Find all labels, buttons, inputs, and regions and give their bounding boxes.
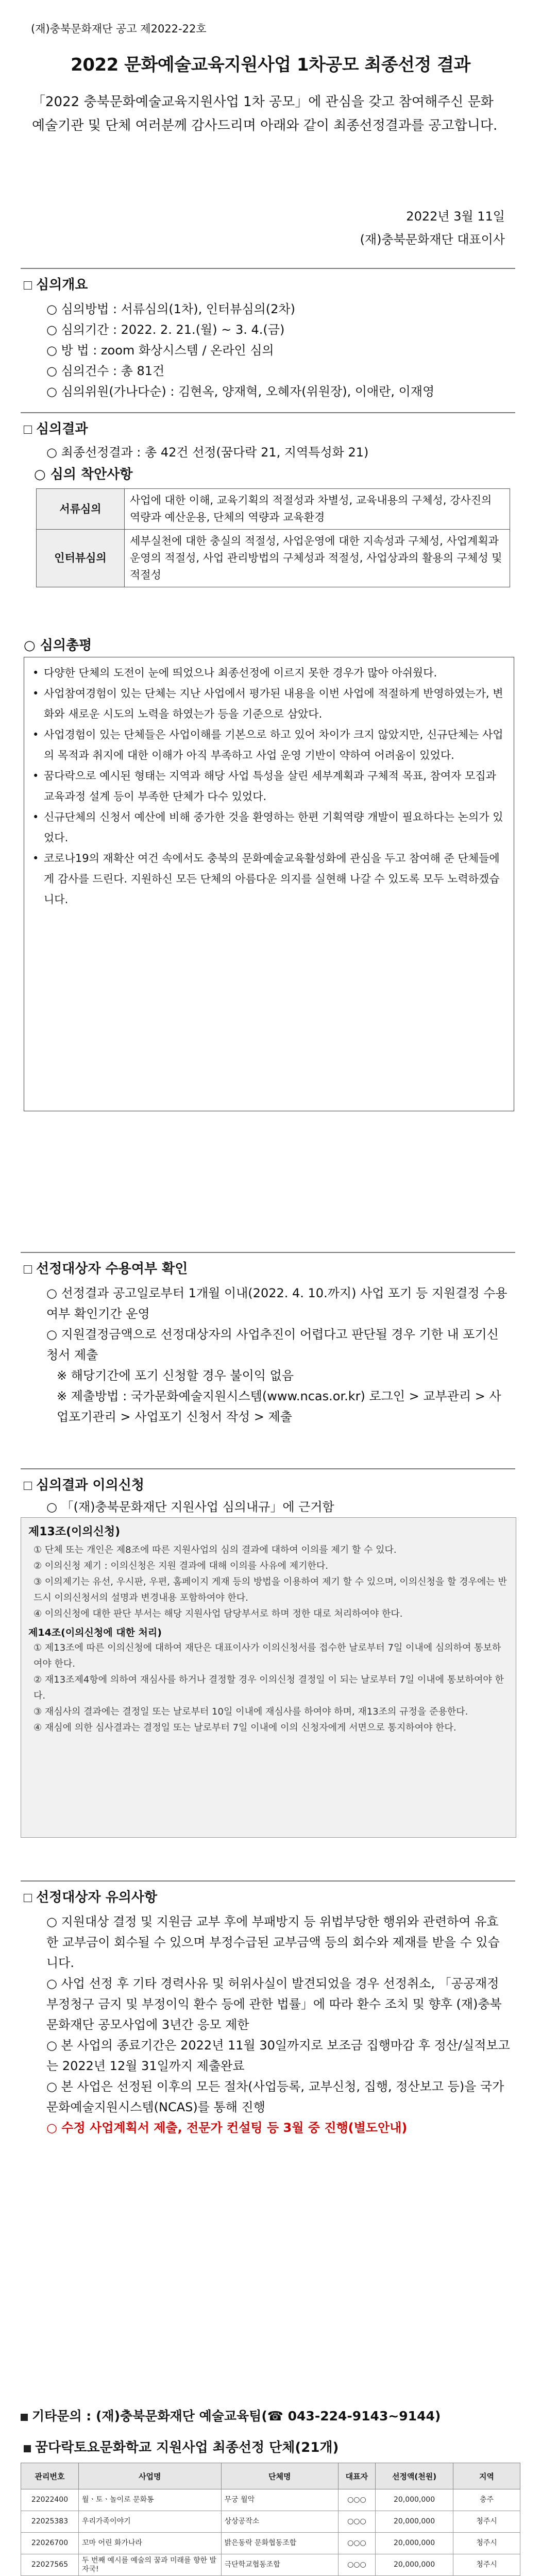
review-item: • 꿈다락으로 예시된 형태는 지역과 해당 사업 특성을 살린 세부계획과 구체적 목표, 참여자 모집과 교육과정 설계 등이 부족한 단체가 다수 있었다. bbox=[24, 766, 514, 807]
rule-line: ④ 재심에 의한 심사결과는 결정일 또는 날로부터 7일 이내에 이의 신청자에게 서면으로 통지하여야 한다. bbox=[33, 1722, 457, 1733]
notice-date: 2022년 3월 11일 bbox=[406, 209, 505, 224]
notice-number: (재)충북문화재단 공고 제2022-22호 bbox=[31, 23, 207, 35]
page-title: 2022 문화예술교육지원사업 1차공모 최종선정 결과 bbox=[71, 55, 470, 75]
rule-line: ③ 이의제기는 유선, 우시판, 우편, 홈페이지 게재 등의 방법을 이용하여 제기 할 수 있으며, 이의신청을 할 경우에는 반드시 이의신청서의 설명과 변경내용 포함하여야 한다. bbox=[33, 1577, 507, 1603]
list-item: ○ 수정 사업계획서 제출, 전문가 컨설팅 등 3월 중 진행(별도안내) bbox=[46, 2121, 408, 2135]
rule-line: ① 단체 또는 개인은 제8조에 따른 지원사업의 심의 결과에 대하여 이의를 제기 할 수 있다. bbox=[33, 1545, 397, 1555]
table-cell: 22026700 bbox=[21, 2533, 79, 2554]
column-header: 관리번호 bbox=[21, 2463, 79, 2489]
section-title-caution: 선정대상자 유의사항 bbox=[24, 1887, 157, 1906]
table-cell: 무궁 월악 bbox=[221, 2489, 338, 2511]
column-header: 대표자 bbox=[338, 2463, 375, 2489]
rule-line: ③ 재심사의 결과에는 결정일 또는 날로부터 10일 이내에 재심사를 하여야 하며, 재13조의 규정을 준용한다. bbox=[33, 1706, 468, 1717]
table-cell: 청주시 bbox=[453, 2511, 520, 2533]
table-cell: 20,000,000 bbox=[375, 2489, 453, 2511]
table-cell: ○○○ bbox=[338, 2511, 375, 2533]
list-item: ○ 심의건수 : 총 81건 bbox=[46, 364, 165, 378]
table-cell: 두 번째 예시를 예술의 꿈과 미래를 향한 발자국! bbox=[78, 2554, 221, 2576]
list-item: ※ 해당기간에 포기 신청할 경우 불이익 없음 bbox=[57, 1368, 294, 1383]
divider bbox=[21, 1880, 515, 1882]
table-cell: 20,000,000 bbox=[375, 2554, 453, 2576]
table-row: 인터뷰심의 세부실천에 대한 충실의 적절성, 사업운영에 대한 지속성과 구체성, 사업계획과 운영의 적절성, 사업 관리방법의 구체성과 적절성, 사업상과의 활용의 구체성 및 적절성 bbox=[37, 530, 510, 587]
table-cell: 20,000,000 bbox=[375, 2511, 453, 2533]
rule-line: ② 재13조제4항에 의하여 재심사를 하거나 결정할 경우 이의신청 결정일 이 되는 날로부터 7일 이내에 통보하여야 한다. bbox=[33, 1674, 504, 1701]
column-header: 사업명 bbox=[78, 2463, 221, 2489]
column-header: 단체명 bbox=[221, 2463, 338, 2489]
table-row bbox=[21, 2511, 520, 2533]
section-title-acceptance: 선정대상자 수용여부 확인 bbox=[24, 1258, 188, 1277]
table-cell: ○○○ bbox=[338, 2489, 375, 2511]
table-cell: 충주 bbox=[453, 2489, 520, 2511]
table-row bbox=[21, 2554, 520, 2576]
appeal-basis: ○ 「(재)충북문화재단 지원사업 심의내규」에 근거함 bbox=[46, 1500, 334, 1514]
table-row bbox=[21, 2533, 520, 2554]
list-item: ○ 방 법 : zoom 화상시스템 / 온라인 심의 bbox=[46, 343, 274, 358]
square-icon bbox=[24, 1482, 32, 1490]
criteria-title: ○ 심의 착안사항 bbox=[34, 467, 133, 482]
rule-line: ① 제13조에 따른 이의신청에 대하여 재단은 대표이사가 이의신청서를 접수한 날로부터 7일 이내에 심의하여 통보하여야 한다. bbox=[33, 1642, 501, 1669]
review-item: • 신규단체의 신청서 예산에 비해 중가한 것을 환영하는 한편 기획역량 개발이 필요하다는 논의가 있었다. bbox=[24, 807, 514, 848]
table-cell: 청주시 bbox=[453, 2554, 520, 2576]
rule-heading: 제13조(이의신청) bbox=[28, 1526, 121, 1538]
table-title-dreamdarak: 꿈다락토요문화학교 지원사업 최종선정 단체(21개) bbox=[24, 2437, 339, 2456]
table-cell: 상상공작소 bbox=[221, 2511, 338, 2533]
divider bbox=[21, 1252, 515, 1253]
table-cell: 월ㆍ토ㆍ놀이로 문화통 bbox=[78, 2489, 221, 2511]
square-icon bbox=[24, 281, 32, 290]
table-cell: 청주시 bbox=[453, 2533, 520, 2554]
rule-subheading: 제14조(이의신청에 대한 처리) bbox=[28, 1627, 162, 1638]
review-box bbox=[24, 657, 514, 1111]
rule-line: ④ 이의신청에 대한 판단 부서는 해당 지원사업 담당부서로 하며 정한 대로 처리하여야 한다. bbox=[33, 1608, 403, 1619]
square-icon bbox=[24, 1265, 32, 1274]
section-title-review: ○ 심의총평 bbox=[24, 638, 92, 653]
caution-list bbox=[46, 1911, 510, 2138]
section-title-appeal: 심의결과 이의신청 bbox=[24, 1475, 144, 1494]
table-row: 서류심의 사업에 대한 이해, 교육기획의 적절성과 차별성, 교육내용의 구체성, 강사진의 역량과 예산운용, 단체의 역량과 교육환경 bbox=[37, 489, 510, 530]
intro-paragraph: 「2022 충북문화예술교육지원사업 1차 공모」에 관심을 갖고 참여해주신 문화예술기관 및 단체 여러분께 감사드리며 아래와 같이 최종선정결과를 공고합니다. bbox=[32, 94, 498, 133]
rule-line: ② 이의신청 제기 : 이의신청은 지원 결과에 대해 이의를 사유에 제기한다. bbox=[33, 1561, 329, 1571]
divider bbox=[21, 1468, 515, 1469]
table-cell: ○○○ bbox=[338, 2554, 375, 2576]
table-cell: 우리가족이야기 bbox=[78, 2511, 221, 2533]
table-cell: ○○○ bbox=[338, 2533, 375, 2554]
overview-list bbox=[46, 299, 510, 402]
table-cell: 꼬마 어린 화가나라 bbox=[78, 2533, 221, 2554]
list-item: ○ 심의기간 : 2022. 2. 21.(월) ~ 3. 4.(금) bbox=[46, 323, 285, 337]
section-title-overview: 심의개요 bbox=[24, 274, 88, 293]
table-cell: 22025383 bbox=[21, 2511, 79, 2533]
list-item: ○ 선정결과 공고일로부터 1개월 이내(2022. 4. 10.까지) 사업 포기 등 지원결정 수용여부 확인기간 운영 bbox=[46, 1286, 508, 1321]
table-cell: 20,000,000 bbox=[375, 2533, 453, 2554]
list-item: ○ 지원대상 결정 및 지원금 교부 후에 부패방지 등 위법부당한 행위와 관련하여 유효한 교부금이 회수될 수 있으며 부정수급된 교부금액 등의 회수와 제재를 받을 수 있습니다. bbox=[46, 1914, 500, 1970]
square-icon bbox=[24, 1894, 32, 1902]
table-cell: 밝은동락 문화협동조합 bbox=[221, 2533, 338, 2554]
list-item: ○ 사업 선정 후 기타 경력사유 및 허위사실이 발견되었을 경우 선정취소, 「공공재정 부정청구 금지 및 부정이익 환수 등에 관한 법률」에 따라 환수 조치 및 향후 (재)충북문화재단 공모사업에 3년간 응모 제한 bbox=[46, 1976, 502, 2032]
table-row bbox=[21, 2489, 520, 2511]
square-icon bbox=[24, 2445, 31, 2452]
column-header: 지역 bbox=[453, 2463, 520, 2489]
table-cell: 22022400 bbox=[21, 2489, 79, 2511]
review-item: • 다양한 단체의 도전이 눈에 띄었으나 최종선정에 이르지 못한 경우가 많아 아쉬웠다. bbox=[24, 663, 514, 683]
list-item: ○ 본 사업은 선정된 이후의 모든 절차(사업등록, 교부신청, 집행, 정산보고 등)을 국가문화예술지원시스템(NCAS)를 통해 진행 bbox=[46, 2079, 504, 2114]
review-item: • 코로나19의 재확산 여건 속에서도 충북의 문화예술교육활성화에 관심을 두고 참여해 준 단체들에게 감사를 드린다. 지원하신 모든 단체의 아름다운 의지를 실현해 나갈 수 있도록 모두 노력하겠습니다. bbox=[24, 848, 514, 910]
criteria-table bbox=[36, 488, 510, 587]
section-title-result: 심의결과 bbox=[24, 418, 88, 437]
square-icon bbox=[24, 426, 32, 434]
list-item: ○ 본 사업의 종료기간은 2022년 11월 30일까지로 보조금 집행마감 후 정산/실적보고는 2022년 12월 31일까지 제출완료 bbox=[46, 2038, 510, 2073]
acceptance-list bbox=[46, 1283, 510, 1427]
table-cell: 극단학교협동조합 bbox=[221, 2554, 338, 2576]
review-item: • 사업참여경험이 있는 단체는 지난 사업에서 평가된 내용을 이번 사업에 적절하게 반영하였는가, 변화와 새로운 시도의 노력을 하였는가 등을 기준으로 삼았다. bbox=[24, 683, 514, 724]
review-item: • 사업경험이 있는 단체들은 사업이해를 기본으로 하고 있어 차이가 크지 않았지만, 신규단체는 사업의 목적과 취지에 대한 이해가 아직 부족하고 사업 운영 기반이 약하여 어려움이 있었다. bbox=[24, 724, 514, 766]
list-item: ※ 제출방법 : 국가문화예술지원시스템(www.ncas.or.kr) 로그인 > 교부관리 > 사업포기관리 > 사업포기 신청서 작성 > 제출 bbox=[57, 1389, 501, 1424]
issuing-organization: (재)충북문화재단 대표이사 bbox=[360, 232, 505, 247]
list-item: ○ 심의방법 : 서류심의(1차), 인터뷰심의(2차) bbox=[46, 302, 295, 316]
contact-info: 기타문의 : (재)충북문화재단 예술교육팀(☎ 043-224-9143~9144) bbox=[21, 2406, 515, 2425]
dreamdarak-table bbox=[21, 2463, 520, 2576]
table-header-row bbox=[21, 2463, 520, 2489]
column-header: 선정액(천원) bbox=[375, 2463, 453, 2489]
divider bbox=[21, 268, 515, 269]
list-item: ○ 지원결정금액으로 선정대상자의 사업추진이 어렵다고 판단될 경우 기한 내 포기신청서 제출 bbox=[46, 1327, 499, 1362]
table-cell: 22027565 bbox=[21, 2554, 79, 2576]
divider bbox=[21, 412, 515, 413]
appeal-rules-box bbox=[21, 1517, 516, 1838]
result-summary: ○ 최종선정결과 : 총 42건 선정(꿈다락 21, 지역특성화 21) bbox=[46, 445, 369, 460]
square-icon bbox=[21, 2414, 28, 2421]
list-item: ○ 심의위원(가나다순) : 김현옥, 양재혁, 오혜자(위원장), 이애란, 이재영 bbox=[46, 384, 435, 399]
